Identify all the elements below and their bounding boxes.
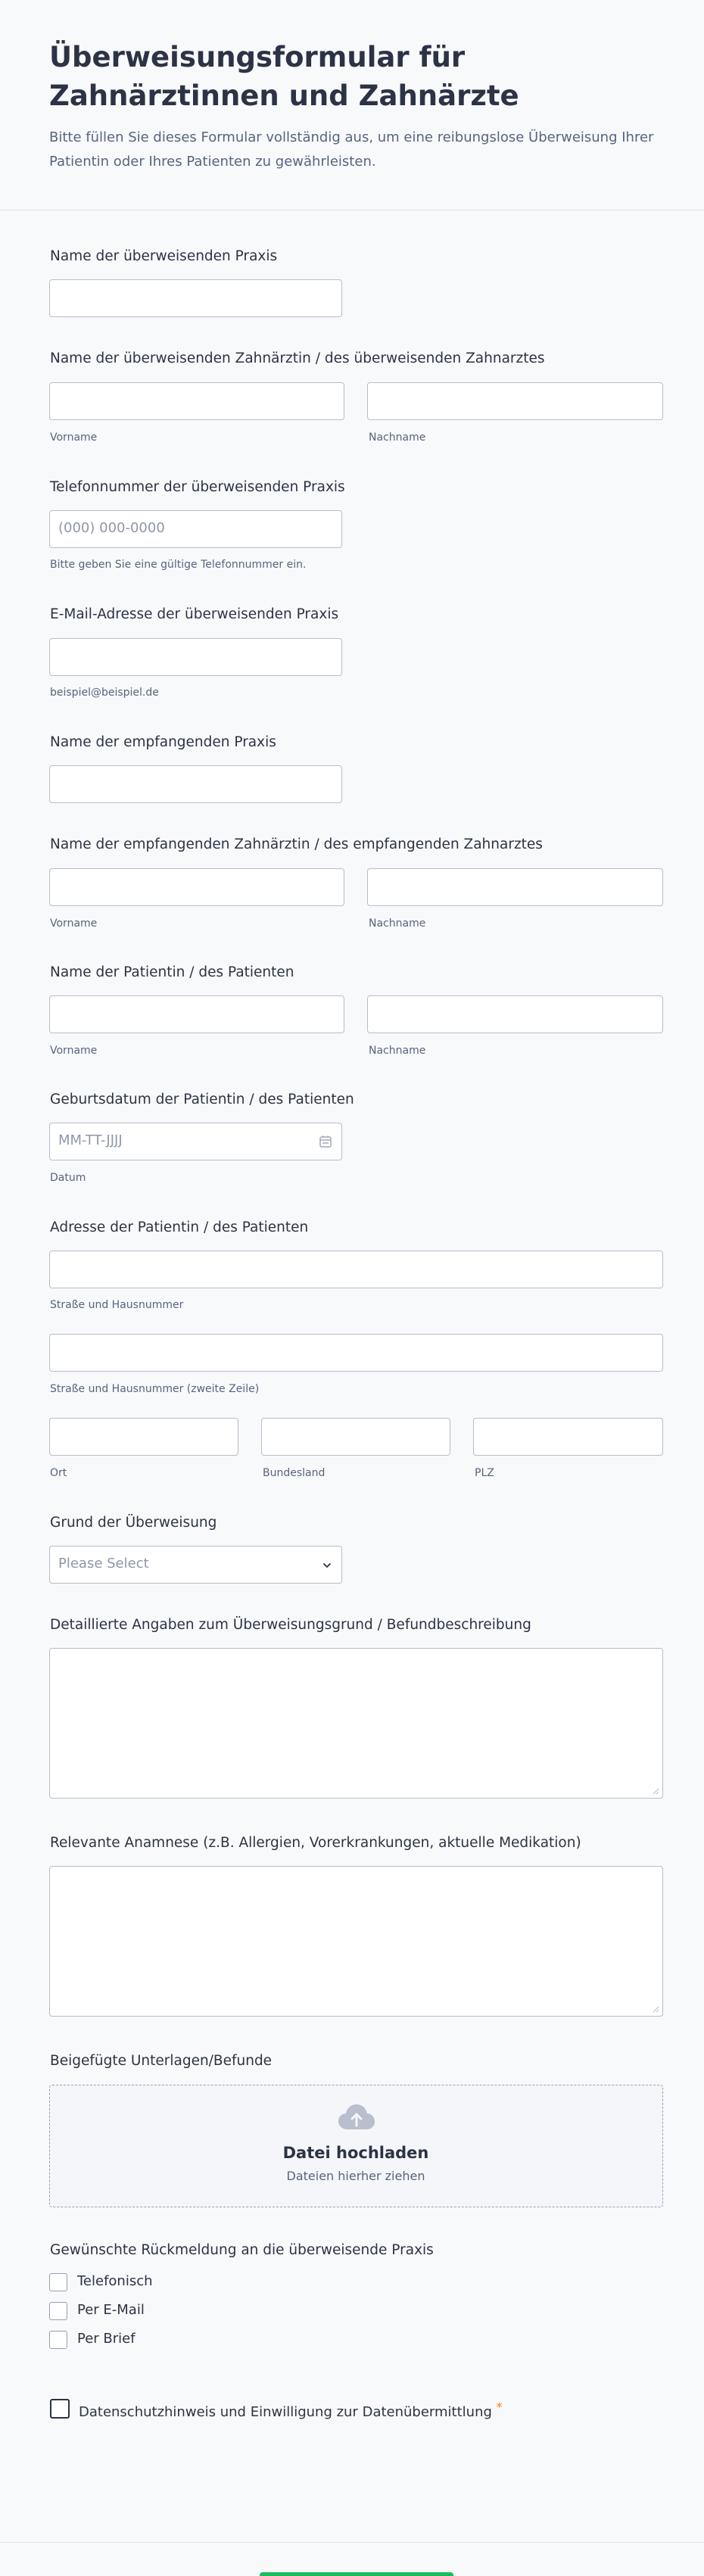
chevron-down-icon <box>322 1560 332 1571</box>
required-mark: * <box>496 2400 503 2414</box>
zip-input[interactable] <box>473 1418 663 1456</box>
checkbox[interactable] <box>49 2302 67 2320</box>
city-sublabel: Ort <box>50 1467 67 1479</box>
email-input[interactable] <box>49 638 342 676</box>
email-sublabel: beispiel@beispiel.de <box>50 687 159 699</box>
referring-practice-input[interactable] <box>49 279 342 317</box>
city-input[interactable] <box>49 1418 238 1456</box>
file-upload-area[interactable] <box>49 2085 663 2207</box>
receiving-practice-input[interactable] <box>49 765 342 803</box>
zip-sublabel: PLZ <box>475 1467 494 1479</box>
state-sublabel: Bundesland <box>263 1467 326 1479</box>
patient-first-input[interactable] <box>49 995 344 1033</box>
attachments-label: Beigefügte Unterlagen/Befunde <box>50 2053 273 2069</box>
privacy-label <box>79 2400 503 2420</box>
email-label: E-Mail-Adresse der überweisenden Praxis <box>50 606 339 622</box>
patient-first-sublabel: Vorname <box>50 1045 98 1057</box>
upload-title: Datei hochladen <box>282 2144 429 2162</box>
receiving-practice-label: Name der empfangenden Praxis <box>50 734 276 750</box>
checkbox-label: Per Brief <box>77 2331 136 2347</box>
state-input[interactable] <box>261 1418 450 1456</box>
street-input[interactable] <box>49 1251 663 1288</box>
referring-dentist-label: Name der überweisenden Zahnärztin / des überweisenden Zahnarztes <box>50 350 545 366</box>
receiving-dentist-first-input[interactable] <box>49 868 344 906</box>
form-header <box>0 0 704 210</box>
privacy-label-text: Datenschutzhinweis und Einwilligung zur Datenübermittlung <box>79 2404 492 2420</box>
details-textarea[interactable] <box>49 1648 663 1799</box>
referring-dentist-first-sublabel: Vorname <box>50 431 98 444</box>
address-label: Adresse der Patientin / des Patienten <box>50 1219 309 1235</box>
checkbox[interactable] <box>49 2273 67 2291</box>
reason-placeholder: Please Select <box>58 1556 149 1571</box>
phone-label: Telefonnummer der überweisenden Praxis <box>50 479 345 495</box>
details-label: Detaillierte Angaben zum Überweisungsgrund / Befundbeschreibung <box>50 1617 531 1633</box>
street2-sublabel: Straße und Hausnummer (zweite Zeile) <box>50 1383 260 1395</box>
resize-handle-icon[interactable] <box>652 1787 659 1795</box>
checkbox-label: Telefonisch <box>77 2273 153 2289</box>
birthdate-placeholder: MM-TT-JJJJ <box>58 1132 123 1148</box>
patient-last-sublabel: Nachname <box>369 1045 426 1057</box>
feedback-label: Gewünschte Rückmeldung an die überweisende Praxis <box>50 2242 434 2258</box>
upload-hint: Dateien hierher ziehen <box>286 2169 425 2183</box>
checkbox-label: Per E-Mail <box>77 2302 145 2318</box>
receiving-dentist-first-sublabel: Vorname <box>50 917 98 930</box>
form-subtitle: Bitte füllen Sie dieses Formular vollständig aus, um eine reibungslose Überweisung Ihrer Patientin oder Ihres Patienten zu gewährleisten. <box>49 129 654 170</box>
birthdate-sublabel: Datum <box>50 1172 86 1184</box>
reason-label: Grund der Überweisung <box>50 1515 217 1531</box>
receiving-dentist-last-input[interactable] <box>367 868 663 906</box>
checkbox[interactable] <box>49 2331 67 2349</box>
phone-sublabel: Bitte geben Sie eine gültige Telefonnummer ein. <box>50 559 307 571</box>
receiving-dentist-label: Name der empfangenden Zahnärztin / des empfangenden Zahnarztes <box>50 836 543 852</box>
referring-dentist-last-sublabel: Nachname <box>369 431 426 444</box>
patient-last-input[interactable] <box>367 995 663 1033</box>
receiving-dentist-last-sublabel: Nachname <box>369 917 426 930</box>
birthdate-label: Geburtsdatum der Patientin / des Patienten <box>50 1092 354 1107</box>
birthdate-input[interactable] <box>49 1123 342 1160</box>
anamnesis-textarea[interactable] <box>49 1866 663 2017</box>
reason-select[interactable] <box>49 1546 342 1584</box>
referring-dentist-last-input[interactable] <box>367 382 663 420</box>
privacy-consent[interactable] <box>50 2397 580 2419</box>
anamnesis-label: Relevante Anamnese (z.B. Allergien, Vorerkrankungen, aktuelle Medikation) <box>50 1835 581 1851</box>
cloud-upload-icon <box>338 2104 375 2131</box>
referring-practice-label: Name der überweisenden Praxis <box>50 248 278 264</box>
privacy-checkbox[interactable] <box>50 2399 70 2419</box>
form-footer <box>0 2542 704 2576</box>
submit-button[interactable] <box>260 2572 453 2576</box>
patient-name-label: Name der Patientin / des Patienten <box>50 964 294 980</box>
street2-input[interactable] <box>49 1334 663 1372</box>
referring-dentist-first-input[interactable] <box>49 382 344 420</box>
phone-placeholder: (000) 000-0000 <box>58 520 165 536</box>
phone-input[interactable] <box>49 510 342 548</box>
street-sublabel: Straße und Hausnummer <box>50 1299 184 1311</box>
form-title: Überweisungsformular für Zahnärztinnen und Zahnärzte <box>49 41 519 112</box>
resize-handle-icon[interactable] <box>652 2005 659 2013</box>
calendar-icon[interactable] <box>319 1135 332 1148</box>
